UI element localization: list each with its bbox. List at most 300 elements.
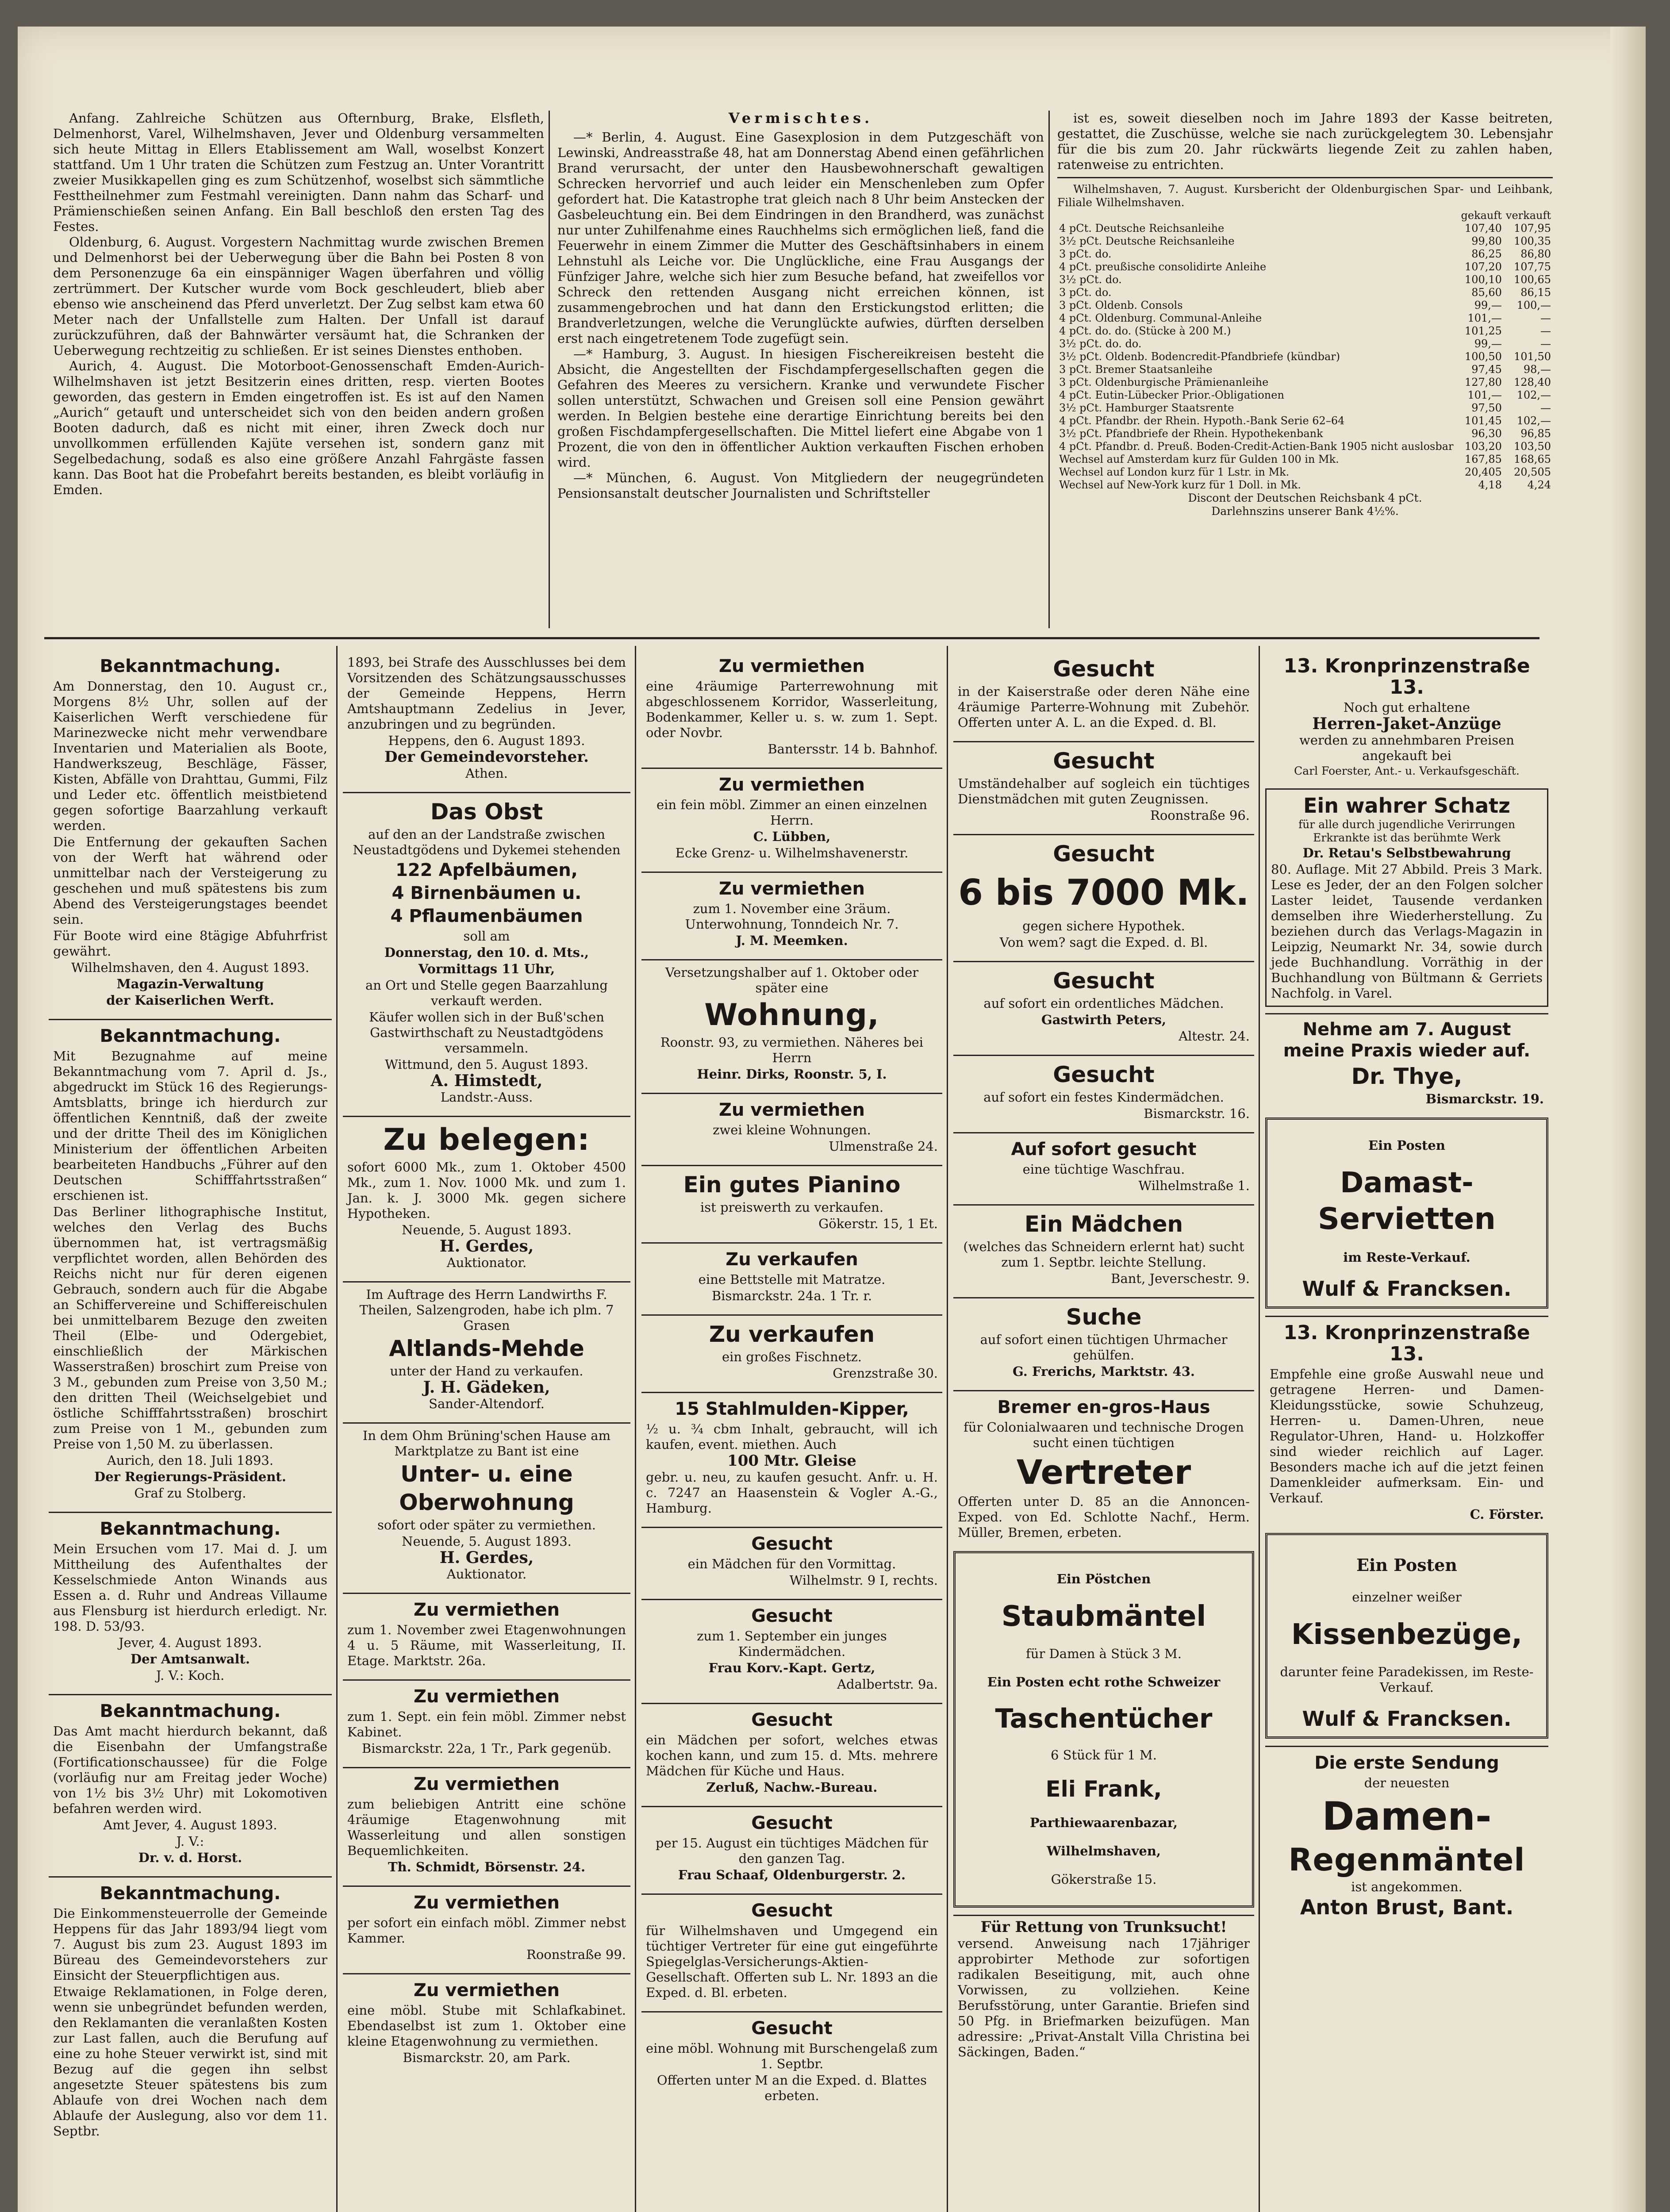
security-name: 3 pCt. Oldenburgische Prämienanleihe xyxy=(1059,376,1269,388)
article-paragraph: —* München, 6. August. Von Mitgliedern der neugegründeten Pensionsanstalt deutscher Journalisten und Schriftsteller xyxy=(557,470,1044,501)
price-value: 107,95 xyxy=(1514,222,1551,234)
price-value: 85,60 xyxy=(1471,286,1502,299)
security-name: Wechsel auf Amsterdam kurz für Gulden 100 in Mk. xyxy=(1059,453,1339,465)
security-name: 3½ pCt. Deutsche Reichsanleihe xyxy=(1059,235,1235,247)
price-value: 101,50 xyxy=(1514,350,1551,363)
rental-ad xyxy=(343,1767,630,1879)
ad-headline: Zu vermiethen xyxy=(413,1980,560,2001)
ad-text: sofort 6000 Mk., zum 1. Oktober 4500 Mk., zum 1. Nov. 1000 Mk. und zum 1. Jan. k. J. 3000 Mk. gegen sichere Hypotheken. xyxy=(347,1160,626,1221)
ad-headline: Damast- xyxy=(1340,1167,1474,1199)
column-divider xyxy=(635,646,636,2212)
rental-ad xyxy=(641,650,942,761)
price-value: 103,20 xyxy=(1464,440,1502,453)
market-report-row xyxy=(1057,312,1553,325)
ad-signature: Dr. v. d. Horst. xyxy=(138,1850,242,1865)
section-divider xyxy=(44,637,1539,639)
ad-text: für alle durch jugendliche Verirrungen Erkrankte ist das berühmte Werk xyxy=(1298,818,1516,844)
article-paragraph: ist es, soweit dieselben noch im Jahre 1893 der Kasse beitreten, gestattet, die Zuschüsse, welche sie nach zurückgelegtem 30. Lebensjahr für die bis zum 20. Jahr rückwärts liegende Zeit zu zahlen haben, ratenweise zu entrichten. xyxy=(1057,111,1553,172)
sale-ad xyxy=(641,1165,942,1236)
ad-headline: Oberwohnung xyxy=(399,1490,574,1515)
ad-headline: Kissenbezüge, xyxy=(1291,1618,1523,1651)
market-report-row xyxy=(1057,479,1553,492)
security-name: 4 pCt. do. do. (Stücke à 200 M.) xyxy=(1059,325,1231,337)
sale-ad xyxy=(641,1314,942,1386)
ad-headline: Zu belegen: xyxy=(383,1122,590,1157)
article-column-right xyxy=(1057,111,1553,641)
ad-text: ist preiswerth zu verkaufen. xyxy=(700,1200,884,1215)
security-name: 3½ pCt. Hamburger Staatsrente xyxy=(1059,402,1234,414)
ad-signature: Wilhelmshaven, xyxy=(1046,1843,1161,1859)
ad-text: zum 1. November zwei Etagenwohnungen 4 u. 5 Räume, mit Wasserleitung, II. Etage. Marktstr. 26a. xyxy=(347,1622,626,1668)
ad-text: Offerten unter M an die Exped. d. Blattes erbeten. xyxy=(656,2073,927,2103)
book-ad xyxy=(1265,788,1548,1007)
ad-signature: J. M. Meemken. xyxy=(736,933,848,948)
market-report-footnote: Darlehnszins unserer Bank 4½%. xyxy=(1211,505,1399,518)
ad-highlight: Herren-Jaket-Anzüge xyxy=(1312,714,1501,733)
service-ad xyxy=(953,1915,1254,2064)
market-report-row xyxy=(1057,363,1553,376)
ad-text: ½ u. ¾ cbm Inhalt, gebraucht, will ich kaufen, event. miethen. Auch xyxy=(646,1421,938,1452)
price-value: 101,— xyxy=(1467,312,1502,324)
price-value: 128,40 xyxy=(1514,376,1551,388)
price-value: 100,— xyxy=(1516,299,1551,311)
ad-text: eine tüchtige Waschfrau. xyxy=(1022,1162,1185,1177)
ad-headline: Bremer en-gros-Haus xyxy=(997,1397,1210,1417)
ad-text: an Ort und Stelle gegen Baarzahlung verkauft werden. xyxy=(365,978,608,1008)
wanted-ad xyxy=(953,1055,1254,1126)
ad-signature: C. Lübben, xyxy=(753,829,831,844)
ad-headline: Das Obst xyxy=(430,799,543,825)
ad-headline: 15 Stahlmulden-Kipper, xyxy=(675,1399,909,1419)
wanted-ad xyxy=(953,1132,1254,1198)
article-paragraph: Oldenburg, 6. August. Vorgestern Nachmittag wurde zwischen Bremen und Delmenhorst bei der Ueberwegung über die Bahn bei Posten 8 von dem Personenzuge 6a ein einspänniger Wagen überfahren und völlig zertrümmert. Der Kutscher wurde vom Bock geschleudert, blieb aber ebenso wie anscheinend das Pferd unverletzt. Der Zug selbst kam etwa 60 Meter nach der Unfallstelle zum Halten. Der Unfall ist darauf zurückzuführen, daß der Bahnwärter versäumt hat, die Schranken der Ueberwegung rechtzeitig zu schließen. Er ist seines Dienstes enthoben. xyxy=(53,234,544,358)
ad-headline: Bekanntmachung. xyxy=(100,1026,281,1046)
article-column-left xyxy=(53,111,544,641)
wanted-ad xyxy=(641,1806,942,1887)
price-value: 86,25 xyxy=(1471,248,1502,260)
ad-headline: Gesucht xyxy=(751,1534,833,1554)
ad-headline: Zu verkaufen xyxy=(709,1321,875,1347)
price-value: 86,15 xyxy=(1520,286,1551,299)
ad-text: per 15. August ein tüchtiges Mädchen für den ganzen Tag. xyxy=(656,1836,928,1866)
ad-headline: Zu vermiethen xyxy=(413,1893,560,1913)
ad-headline: Zu verkaufen xyxy=(726,1249,858,1270)
ad-text: Mein Ersuchen vom 17. Mai d. J. um Mittheilung des Aufenthaltes der Kesselschmiede Anton Winands aus Essen a. d. Ruhr und Andreas Villaume aus Flensburg ist hierdurch erledigt. Nr. 198. D. 53/93. xyxy=(53,1541,327,1634)
rental-ad xyxy=(343,1593,630,1673)
price-value: 4,24 xyxy=(1527,479,1551,491)
security-name: 3 pCt. do. xyxy=(1059,248,1112,260)
ad-text: Noch gut erhaltene xyxy=(1343,700,1470,715)
ad-text: 1893, bei Strafe des Ausschlusses bei dem Vorsitzenden des Schätzungsausschusses der Gemeinde Heppens, Herrn Amtshauptmann Zedelius in Jever, anzubringen und zu begründen. xyxy=(347,655,626,732)
wanted-ad xyxy=(641,2011,942,2108)
price-value: 20,405 xyxy=(1464,466,1502,478)
market-report-row xyxy=(1057,402,1553,415)
ad-signature: J. V.: Koch. xyxy=(156,1668,225,1683)
ad-address: Bismarckstr. 16. xyxy=(1144,1106,1250,1121)
ad-headline: Gesucht xyxy=(751,1813,833,1833)
ad-text: ist angekommen. xyxy=(1351,1879,1463,1894)
ad-headline: Suche xyxy=(1066,1304,1142,1330)
ad-text: eine Bettstelle mit Matratze. xyxy=(698,1272,886,1287)
notice-ad xyxy=(1265,1013,1548,1111)
wanted-ad xyxy=(953,1297,1254,1384)
ad-text: 80. Auflage. Mit 27 Abbild. Preis 3 Mark. Lese es Jeder, der an den Folgen solcher Laster leidet, Tausende verdanken demselben ihre Wiederherstellung. Zu beziehen durch das Verlags-Magazin in Leipzig, Neumarkt Nr. 34, sowie durch jede Buchhandlung. Vorräthig in der Buchhandlung von Bültmann & Gerriets Nachfolg. in Varel. xyxy=(1271,862,1543,1001)
column-header: verkauft xyxy=(1505,209,1551,222)
ad-headline: Gesucht xyxy=(751,1901,833,1921)
ad-headline: Ein gutes Pianino xyxy=(683,1172,901,1198)
ad-text: Die erste Sendung xyxy=(1314,1753,1499,1773)
ad-signature: Der Regierungs-Präsident. xyxy=(94,1469,286,1484)
ad-signature: C. Förster. xyxy=(1470,1507,1544,1522)
section-heading: Vermischtes. xyxy=(728,111,873,127)
market-report-row xyxy=(1057,350,1553,363)
ad-date: Amt Jever, 4. August 1893. xyxy=(103,1817,277,1832)
ad-address: Gökerstr. 15, 1 Et. xyxy=(818,1216,938,1231)
security-name: 3½ pCt. do. do. xyxy=(1059,338,1142,350)
ad-text: Im Auftrage des Herrn Landwirths F. Theilen, Salzengroden, habe ich plm. 7 Grasen xyxy=(359,1287,614,1333)
article-column-middle xyxy=(557,111,1044,641)
price-value: 4,18 xyxy=(1478,479,1502,491)
market-report-row xyxy=(1057,338,1553,350)
ad-text: Umständehalber auf sogleich ein tüchtiges Dienstmädchen mit guten Zeugnissen. xyxy=(958,776,1250,806)
ad-date: Vormittags 11 Uhr, xyxy=(418,961,555,976)
sale-ad-framed xyxy=(1265,1118,1548,1309)
price-value: 97,50 xyxy=(1471,402,1502,414)
ad-text: zum 1. November eine 3räum. Unterwohnung, Tonndeich Nr. 7. xyxy=(685,901,899,932)
price-value: 100,65 xyxy=(1514,273,1551,286)
ad-signature: Der Gemeindevorsteher. xyxy=(384,748,589,766)
ad-headline: Bekanntmachung. xyxy=(100,1883,281,1904)
ad-text: Offerten unter D. 85 an die Annoncen-Exped. von Ed. Schlotte Nachf., Herm. Müller, Bremen, erbeten. xyxy=(958,1494,1250,1540)
price-value: 107,20 xyxy=(1464,261,1502,273)
ad-text: zum 1. Sept. ein fein möbl. Zimmer nebst Kabinet. xyxy=(347,1709,626,1740)
ad-signature: G. Frerichs, Marktstr. 43. xyxy=(1013,1364,1195,1379)
shop-ad xyxy=(1265,1316,1548,1527)
ad-headline: Bekanntmachung. xyxy=(100,1701,281,1721)
market-report-row xyxy=(1057,427,1553,440)
ads-column-1 xyxy=(49,650,332,2212)
wanted-ad xyxy=(641,1392,942,1521)
ad-text: auf sofort einen tüchtigen Uhrmacher gehülfen. xyxy=(980,1332,1228,1363)
ad-signature: der Kaiserlichen Werft. xyxy=(106,993,274,1008)
price-value: 103,50 xyxy=(1514,440,1551,453)
ad-signature: Auktionator. xyxy=(446,1255,527,1270)
notice-ad xyxy=(49,1694,332,1870)
price-value: 86,80 xyxy=(1520,248,1551,260)
ad-text: gebr. u. neu, zu kaufen gesucht. Anfr. u. H. c. 7247 an Haasenstein & Vogler A.-G., Hamburg. xyxy=(646,1470,938,1516)
ad-address: Gökerstraße 15. xyxy=(1051,1872,1157,1887)
sale-ad-framed xyxy=(953,1551,1254,1908)
market-report-row xyxy=(1057,325,1553,338)
price-value: 167,85 xyxy=(1464,453,1502,465)
ad-date: Jever, 4. August 1893. xyxy=(119,1635,262,1650)
ad-signature: J. H. Gädeken, xyxy=(423,1378,550,1397)
ad-highlight: Dr. Retau's Selbstbewahrung xyxy=(1302,845,1511,860)
ad-highlight: 4 Pflaumenbäumen xyxy=(390,906,583,926)
price-value: 107,40 xyxy=(1464,222,1502,234)
ad-signature: Athen. xyxy=(465,766,508,781)
ad-text: Ein Posten echt rothe Schweizer xyxy=(987,1674,1221,1690)
purchase-ad xyxy=(1265,650,1548,782)
ad-address: Altestr. 24. xyxy=(1179,1029,1250,1044)
ad-headline: Auf sofort gesucht xyxy=(1011,1139,1197,1160)
notice-ad xyxy=(343,650,630,786)
ad-text: versend. Anweisung nach 17jähriger approbirter Methode zur sofortigen radikalen Beseitigung, mit, auch ohne Vorwissen, zu vollziehen. Keine Berufsstörung, unter Garantie. Briefen sind 50 Pfg. in Briefmarken beizufügen. Man adressire: „Privat-Anstalt Villa Christina bei Säckingen, Baden.“ xyxy=(958,1936,1250,2059)
ad-text: eine möbl. Wohnung mit Burschengelaß zum 1. Septbr. xyxy=(646,2041,938,2071)
ad-signature: Anton Brust, Bant. xyxy=(1300,1895,1514,1919)
security-name: 4 pCt. preußische consolidirte Anleihe xyxy=(1059,261,1267,273)
ad-text: zwei kleine Wohnungen. xyxy=(713,1122,871,1137)
ad-text: zum beliebigen Antritt eine schöne 4räumige Etagenwohnung mit Wasserleitung und allen sonstigen Bequemlichkeiten. xyxy=(347,1797,626,1858)
ad-text: eine möbl. Stube mit Schlafkabinet. Ebendaselbst ist zum 1. Oktober eine kleine Etagenwohnung zu vermiethen. xyxy=(347,2003,626,2049)
ad-headline: Taschentücher xyxy=(995,1703,1213,1734)
ad-text: Das Berliner lithographische Institut, welches den Verlag des Buchs übernommen hat, ist vertragsmäßig verpflichtet worden, allen Behörden des Reichs nicht nur für deren eigenen Gebrauch, sondern auch für die Abgabe an Schiffervereine und Schiffereischulen bei unmittelbarem Bezuge den zweiten Theil (Elbe- und Odergebiet, einschließlich der Märkischen Wasserstraßen) broschirt zum Preise von 3 M., gebunden zum Preise von 3,50 M.; den dritten Theil (Weichselgebiet und östliche Schifffahrtsstraßen) broschirt zum Preise von 1 M., gebunden zum Preise von 1,50 M. zu überlassen. xyxy=(53,1204,327,1452)
ad-text: Versetzungshalber auf 1. Oktober oder später eine xyxy=(665,965,919,995)
ad-highlight: Vertreter xyxy=(1016,1452,1191,1492)
wanted-ad xyxy=(641,1599,942,1697)
loan-ad xyxy=(343,1116,630,1275)
ad-address: Adalbertstr. 9a. xyxy=(837,1677,938,1692)
price-value: — xyxy=(1540,325,1551,337)
page-fold-shadow xyxy=(1610,27,1646,2212)
ad-text: für Colonialwaaren und technische Drogen sucht einen tüchtigen xyxy=(964,1420,1244,1450)
ad-address: Wilhelmstr. 9 I, rechts. xyxy=(789,1573,938,1588)
security-name: 4 pCt. Deutsche Reichsanleihe xyxy=(1059,222,1225,234)
ad-address: Bant, Jeverschestr. 9. xyxy=(1111,1271,1250,1286)
price-value: 20,505 xyxy=(1514,466,1551,478)
ad-text: (welches das Schneidern erlernt hat) sucht zum 1. Septbr. leichte Stellung. xyxy=(963,1239,1244,1270)
sale-ad-framed xyxy=(1265,1533,1548,1739)
ad-headline: Gesucht xyxy=(1053,968,1155,994)
market-report-row xyxy=(1057,440,1553,453)
ad-headline: Damen- xyxy=(1322,1793,1492,1839)
notice-ad xyxy=(49,1876,332,2143)
column-header: gekauft xyxy=(1461,209,1502,222)
ad-signature: Der Amtsanwalt. xyxy=(130,1651,250,1667)
sale-ad xyxy=(1265,1746,1548,1923)
ad-address: Roonstraße 96. xyxy=(1150,808,1250,823)
notice-ad xyxy=(49,1512,332,1688)
price-value: 99,— xyxy=(1474,299,1502,311)
sale-ad xyxy=(641,1242,942,1308)
ad-address: Roonstraße 99. xyxy=(526,1947,626,1962)
price-value: — xyxy=(1540,402,1551,414)
column-divider xyxy=(947,646,948,2212)
ad-signature: Auktionator. xyxy=(446,1567,527,1582)
ad-headline: Ein wahrer Schatz xyxy=(1303,794,1510,818)
price-value: 100,10 xyxy=(1464,273,1502,286)
ad-address: Bismarckstr. 19. xyxy=(1425,1091,1544,1106)
notice-ad xyxy=(49,650,332,1013)
market-report-row xyxy=(1057,299,1553,312)
wanted-ad xyxy=(641,1893,942,2005)
article-paragraph: —* Hamburg, 3. August. In hiesigen Fischereikreisen besteht die Absicht, die Angestellten der Fischdampfergesellschaften gegen die Gefahren des Meeres zu versichern. Kranke und verwundete Fischer sollen unterstützt, Schwachen und Greisen soll eine Pension gewährt werden. In Belgien bestehe eine derartige Einrichtung bereits bei den großen Fischdampfergesellschaften. Die Mittel liefert eine Abgabe von 1 Prozent, die von den in öffentlicher Auktion verkauften Fischen erhoben wird. xyxy=(557,346,1044,470)
ad-text: für Damen à Stück 3 M. xyxy=(1026,1646,1182,1661)
ad-text: im Reste-Verkauf. xyxy=(1343,1250,1470,1265)
security-name: 3 pCt. Oldenb. Consols xyxy=(1059,299,1183,311)
ad-text: zum 1. September ein junges Kindermädchen. xyxy=(697,1628,887,1659)
ad-signature: Wulf & Francksen. xyxy=(1302,1707,1512,1731)
ad-headline: Bekanntmachung. xyxy=(100,656,281,676)
ad-highlight: 100 Mtr. Gleise xyxy=(727,1452,856,1470)
security-name: 3½ pCt. Oldenb. Bodencredit-Pfandbriefe (kündbar) xyxy=(1059,350,1340,363)
ad-signature: Th. Schmidt, Börsenstr. 24. xyxy=(388,1859,586,1874)
ad-date: Heppens, den 6. August 1893. xyxy=(388,733,585,748)
article-paragraph: —* Berlin, 4. August. Eine Gasexplosion in dem Putzgeschäft von Lewinski, Andreasstraße 48, hat am Donnerstag Abend einen gefährlichen Brand verursacht, der unter den Hausbewohnerschaft gewaltigen Schrecken hervorrief und auch leider ein Menschenleben zum Opfer gefordert hat. Die Katastrophe trat gleich nach 8 Uhr beim Anstecken der Gasbeleuchtung ein. Bei dem Eindringen in den Brandherd, was zunächst nur unter Zuhilfenahme eines Rauchhelms sich ermöglichen ließ, fand die Feuerwehr in einem Zimmer die Mutter des Geschäftsinhabers in einem Lehnstuhl als Leiche vor. Die Unglückliche, eine Frau Ausgangs der Fünfziger Jahre, welche sich hier zum Besuche befand, hat zweifellos vor Schreck den rettenden Ausgang nicht erreichen können, ist zusammengebrochen und hat dann den Erstickungstod erlitten; die Brandverletzungen, welche die Verunglückte aufwies, dürften derselben erst nach eingetretenem Tode zugefügt sein. xyxy=(557,130,1044,346)
price-value: 101,25 xyxy=(1464,325,1502,337)
ad-headline: Gesucht xyxy=(1053,748,1155,774)
rental-ad xyxy=(343,1973,630,2070)
ad-date: Wilhelmshaven, den 4. August 1893. xyxy=(71,960,310,975)
price-value: 96,30 xyxy=(1471,427,1502,440)
price-value: 99,80 xyxy=(1471,235,1502,247)
rental-ad xyxy=(641,768,942,865)
security-name: Wechsel auf London kurz für 1 Lstr. in Mk. xyxy=(1059,466,1290,478)
market-report-row xyxy=(1057,248,1553,261)
ad-signature: Parthiewaarenbazar, xyxy=(1030,1815,1178,1830)
article-paragraph: Aurich, 4. August. Die Motorboot-Genossenschaft Emden-Aurich-Wilhelmshaven ist jetzt Besitzerin eines dritten, resp. vierten Bootes geworden, das gestern in Emden eingetroffen ist. Es ist auf den Namen „Aurich“ getauft und unterscheidet sich von den beiden andern großen Booten dadurch, daß es nicht mit einer, ihren Zweck doch nur unvollkommen erfüllenden Kajüte versehen ist, sondern ganz mit Segelbedachung, sodaß es also eine größere Anzahl Fahrgäste fassen kann. Das Boot hat die Probefahrt bereits bestanden, es bleibt vorläufig in Emden. xyxy=(53,358,544,497)
ad-address: Bismarckstr. 20, am Park. xyxy=(403,2050,571,2065)
ad-headline: Bekanntmachung. xyxy=(100,1519,281,1539)
ad-text: Das Amt macht hierdurch bekannt, daß die Eisenbahn der Umfangstraße (Fortificationschaussee) für die Folge (vorläufig nur am Freitag jeder Woche) von 1½ bis 3½ Uhr) mit Lokomotiven befahren werden wird. xyxy=(53,1724,327,1816)
ad-text: per sofort ein einfach möbl. Zimmer nebst Kammer. xyxy=(347,1915,626,1946)
ad-headline: 13. Kronprinzenstraße 13. xyxy=(1283,1321,1530,1365)
ad-headline: Zu vermiethen xyxy=(718,656,865,676)
ad-signature: Wulf & Francksen. xyxy=(1302,1277,1512,1301)
price-value: 127,80 xyxy=(1464,376,1502,388)
ad-headline: Gesucht xyxy=(751,1606,833,1626)
market-report-row xyxy=(1057,273,1553,286)
market-report-row xyxy=(1057,389,1553,402)
market-report-row xyxy=(1057,235,1553,248)
ad-date: Wittmund, den 5. August 1893. xyxy=(385,1057,588,1072)
ad-text: Nehme am 7. August meine Praxis wieder auf. xyxy=(1283,1019,1531,1061)
ad-text: unter der Hand zu verkaufen. xyxy=(390,1363,584,1379)
price-value: 101,— xyxy=(1467,389,1502,401)
price-value: 97,45 xyxy=(1471,363,1502,376)
security-name: 3½ pCt. do. xyxy=(1059,273,1122,286)
ad-text: Käufer wollen sich in der Buß'schen Gastwirthschaft zu Neustadtgödens versammeln. xyxy=(369,1010,604,1056)
ad-address: Bismarckstr. 22a, 1 Tr., Park gegenüb. xyxy=(361,1741,612,1756)
ad-headline: Staubmäntel xyxy=(1001,1600,1206,1633)
security-name: 3½ pCt. Pfandbriefe der Rhein. Hypothekenbank xyxy=(1059,427,1323,440)
ad-signature: Dr. Thye, xyxy=(1351,1064,1463,1089)
wanted-ad xyxy=(641,1703,942,1800)
price-value: 100,50 xyxy=(1464,350,1502,363)
ad-signature: Carl Foerster, Ant.- u. Verkaufsgeschäft. xyxy=(1294,764,1520,777)
ad-signature: H. Gerdes, xyxy=(439,1237,534,1256)
ad-text: der neuesten xyxy=(1364,1775,1450,1790)
column-divider xyxy=(1048,111,1050,628)
ad-headline: Zu vermiethen xyxy=(718,1100,865,1120)
divider xyxy=(1057,177,1553,178)
ad-signature: J. V.: xyxy=(176,1834,204,1849)
ad-signature: Sander-Altendorf. xyxy=(429,1396,545,1411)
wanted-ad xyxy=(953,834,1254,955)
ad-address: Grenzstraße 30. xyxy=(833,1366,938,1381)
market-report-row xyxy=(1057,415,1553,427)
ad-headline: Gesucht xyxy=(1053,656,1155,682)
ad-headline: Ein Mädchen xyxy=(1024,1211,1183,1237)
ad-address: Ulmenstraße 24. xyxy=(829,1139,938,1154)
ad-text: für Wilhelmshaven und Umgegend ein tüchtiger Vertreter für eine gut eingeführte Spiegelglas-Versicherungs-Aktien-Gesellschaft. Offerten sub L. Nr. 1893 an die Exped. d. Bl. erbeten. xyxy=(646,1923,938,2000)
market-report-row xyxy=(1057,466,1553,479)
security-name: Wechsel auf New-York kurz für 1 Doll. in Mk. xyxy=(1059,479,1301,491)
rental-ad xyxy=(343,1886,630,1967)
ad-headline: Zu vermiethen xyxy=(413,1600,560,1620)
ad-date: Neuende, 5. August 1893. xyxy=(402,1534,572,1549)
ad-signature: Heinr. Dirks, Roonstr. 5, I. xyxy=(697,1067,887,1082)
ad-headline: Regenmäntel xyxy=(1288,1842,1525,1878)
price-value: 99,— xyxy=(1474,338,1502,350)
ad-address: Wilhelmstraße 1. xyxy=(1138,1178,1250,1193)
ads-column-3 xyxy=(641,650,942,2212)
ad-headline: Gesucht xyxy=(1053,841,1155,867)
ad-signature: Graf zu Stolberg. xyxy=(134,1486,246,1501)
ad-text: Am Donnerstag, den 10. August cr., Morgens 8½ Uhr, sollen auf der Kaiserlichen Werft verschiedene für Marinezwecke nicht mehr verwendbare Inventarien und Materialien als Boote, Handwerkszeug, Beschläge, Fässer, Kisten, Abfälle von Drahttau, Gummi, Filz und Leder etc. öffentlich meistbietend gegen sofortige Baarzahlung verkauft werden. xyxy=(53,679,327,833)
market-report-rows xyxy=(1057,222,1553,492)
price-value: 96,85 xyxy=(1520,427,1551,440)
market-report-row xyxy=(1057,261,1553,273)
ad-date: Aurich, den 18. Juli 1893. xyxy=(107,1453,274,1468)
rental-ad xyxy=(343,1422,630,1586)
price-value: 107,75 xyxy=(1514,261,1551,273)
security-name: 4 pCt. Pfandbr. d. Preuß. Boden-Credit-Actien-Bank 1905 nicht auslosbar xyxy=(1059,440,1454,453)
wanted-ad xyxy=(953,741,1254,828)
ad-text: Empfehle eine große Auswahl neue und getragene Herren- und Damen-Kleidungsstücke, sowie Schuhzeug, Herren- u. Damen-Uhren, neue Regulator-Uhren, Hand- u. Holzkoffer sind wieder reichlich auf Lager. Besonders mache ich auf die jetzt feinen Damenkleider aufmerksam. Ein- und Verkauf. xyxy=(1270,1367,1544,1505)
ad-text: sofort oder später zu vermiethen. xyxy=(377,1517,596,1532)
security-name: 4 pCt. Pfandbr. der Rhein. Hypoth.-Bank Serie 62–64 xyxy=(1059,415,1345,427)
ad-text: soll am xyxy=(463,929,510,944)
wanted-ad xyxy=(953,650,1254,735)
ad-text: in der Kaiserstraße oder deren Nähe eine 4räumige Parterre-Wohnung mit Zubehör. Offerten unter A. L. an die Exped. d. Bl. xyxy=(958,684,1250,730)
ad-text: Für Boote wird eine 8tägige Abfuhrfrist gewährt. xyxy=(53,928,327,959)
ad-signature: Frau Korv.-Kapt. Gertz, xyxy=(708,1660,875,1675)
price-value: — xyxy=(1540,312,1551,324)
ad-text: ein Mädchen per sofort, welches etwas kochen kann, und zum 15. d. Mts. mehrere Mädchen für Küche und Haus. xyxy=(646,1732,938,1778)
rental-ad xyxy=(641,959,942,1087)
newspaper-page xyxy=(18,27,1646,2212)
ad-headline: Zu vermiethen xyxy=(718,879,865,899)
ad-headline: Zu vermiethen xyxy=(718,775,865,795)
ad-text: Die Entfernung der gekauften Sachen von der Werft hat während oder unmittelbar nach der Versteigerung zu geschehen und muß spätestens bis zum Abend des Versteigerungstages beendet sein. xyxy=(53,834,327,927)
ad-signature: Frau Schaaf, Oldenburgerstr. 2. xyxy=(678,1867,906,1882)
price-value: 100,35 xyxy=(1514,235,1551,247)
ad-date: Neuende, 5. August 1893. xyxy=(402,1222,572,1237)
ad-text: ein großes Fischnetz. xyxy=(722,1349,862,1364)
ad-headline: Unter- u. eine xyxy=(400,1461,573,1487)
ad-highlight: 4 Birnenbäumen u. xyxy=(392,883,582,903)
rental-ad xyxy=(641,1093,942,1159)
ad-highlight: 122 Apfelbäumen, xyxy=(395,860,578,880)
ad-text: auf den an der Landstraße zwischen Neustadtgödens und Dykemei stehenden xyxy=(353,827,621,857)
ad-text: In dem Ohm Brüning'schen Hause am Marktplatze zu Bant ist eine xyxy=(362,1428,611,1459)
ad-text: Mit Bezugnahme auf meine Bekanntmachung vom 7. April d. Js., abgedruckt im Stück 16 des Regierungs-Amtsblatts, bringe ich hierdurch zur öffentlichen Kenntniß, daß der zweite und der dritte Theil des im Königlichen Ministerium der öffentlichen Arbeiten bearbeiteten Handbuchs „Führer auf den Deutschen Schifffahrtsstraßen“ erschienen ist. xyxy=(53,1048,327,1203)
ad-text: auf sofort ein festes Kindermädchen. xyxy=(983,1090,1224,1105)
ad-headline: 13. Kronprinzenstraße 13. xyxy=(1283,655,1530,699)
notice-ad xyxy=(49,1019,332,1505)
ad-text: auf sofort ein ordentliches Mädchen. xyxy=(983,996,1224,1011)
column-divider xyxy=(1259,646,1260,2212)
ads-column-2 xyxy=(343,650,630,2212)
price-value: 98,— xyxy=(1523,363,1551,376)
sale-ad xyxy=(343,1281,630,1416)
ad-headline: Altlands-Mehde xyxy=(389,1336,584,1361)
rental-ad xyxy=(343,1679,630,1761)
ad-text: darunter feine Paradekissen, im Reste-Verkauf. xyxy=(1280,1664,1534,1695)
ad-text: eine 4räumige Parterrewohnung mit abgeschlossenem Korridor, Wasserleitung, Bodenkammer, Keller u. s. w. zum 1. Sept. oder Novbr. xyxy=(646,679,938,740)
price-value: 168,65 xyxy=(1514,453,1551,465)
